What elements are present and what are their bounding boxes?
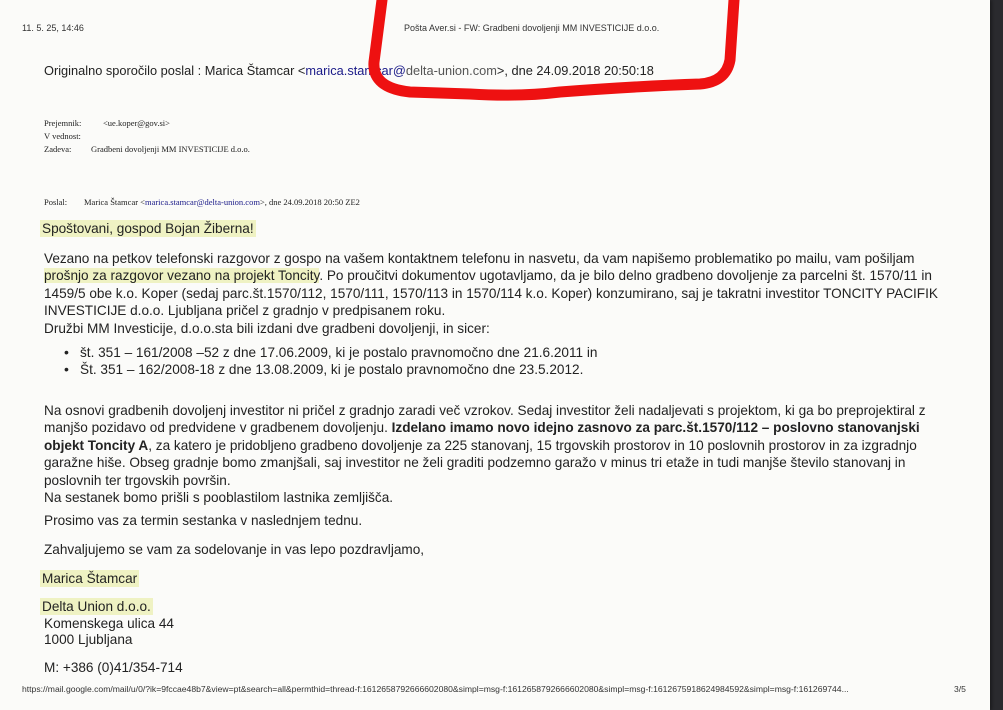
field-value-recipient: <ue.koper@gov.si> — [103, 118, 170, 128]
poslal-line: Marica Štamcar <marica.stamcar@delta-union.com>, dne 24.09.2018 20:50 ZE2 — [84, 197, 360, 207]
poslal-email-link[interactable]: marica.stamcar@delta-union.com — [144, 197, 260, 207]
paragraph-2: Na osnovi gradbenih dovoljenj investitor ni pričel z gradnjo zaradi več vzrokov. Sedaj investitor želi nadaljevati s projektom, ki ga bo preprojektiral z manjšo pozidavo od predvidene v gradbenem dovoljenju. Izdelano imamo novo idejno zasnovo za parc.št.1570/112 – poslovno stanovanjski objekt Toncity A, za katero je pridobljeno gradbeno dovoljenje za 225 stanovanj, 15 trgovskih prostorov in 10 poslovnih prostorov in za izgradnjo garažne hiše. Obseg gradnje bomo zmanjšali, saj investitor ne želi graditi podzemno garažo v minus tri etaže in tudi manjše število stanovanj in poslovnih ter trgovskih površin. Na sestanek bomo prišli s pooblastilom lastnika zemljišča. — [44, 403, 926, 506]
signature-phone: M: +386 (0)41/354-714 — [44, 660, 183, 675]
greeting: Spoštovani, gospod Bojan Žiberna! — [42, 221, 254, 236]
paragraph-3: Prosimo vas za termin sestanka v naslednjem tednu. — [44, 513, 363, 528]
footer-page-number: 3/5 — [954, 684, 966, 694]
original-email-obscured: delta-union.com — [405, 63, 497, 78]
original-email-link[interactable]: marica.stamcar@delta-union.com — [305, 63, 497, 78]
print-datetime: 11. 5. 25, 14:46 — [22, 23, 84, 33]
signature-street: Komenskega ulica 44 — [44, 616, 174, 631]
paragraph-4: Zahvaljujemo se vam za sodelovanje in vas lepo pozdravljamo, — [44, 542, 425, 557]
signature-company: Delta Union d.o.o. — [42, 599, 151, 614]
print-title: Pošta Aver.si - FW: Gradbeni dovoljenji MM INVESTICIJE d.o.o. — [404, 23, 660, 33]
field-label-cc: V vednost: — [44, 131, 81, 141]
bold-project: Izdelano imamo novo idejno zasnovo za parc.št.1570/112 – poslovno stanovanjski objekt Toncity A — [44, 420, 920, 453]
paragraph-1: Vezano na petkov telefonski razgovor z gospo na vašem kontaktnem telefonu in nasvetu, da vam napišemo problematiko po mailu, vam pošiljam prošnjo za razgovor vezano na projekt Toncity. Po proučitvi dokumentov ugotavljamo, da je bilo delno gradbeno dovoljenje za parcelni št. 1570/11 in 1459/5 obe k.o. Koper (sedaj parc.št.1570/112, 1570/111, 1570/113 in 1570/114 k.o. Koper) konzumirano, saj je takratni investitor TONCITY PACIFIK INVESTICIJE d.o.o. Ljubljana pričel z gradnjo v predpisanem roku. Družbi MM Investicije, d.o.o.sta bili izdani dve gradbeni dovoljenji, in sicer: — [44, 251, 938, 336]
highlighted-request: prošnjo za razgovor vezano na projekt Toncity — [44, 268, 320, 284]
original-suffix: >, dne 24.09.2018 20:50:18 — [496, 63, 654, 78]
list-item: • Št. 351 – 162/2008-18 z dne 13.08.2009, ki je postalo pravnomočno dne 23.5.2012. — [62, 361, 942, 378]
field-value-subject: Gradbeni dovoljenji MM INVESTICIJE d.o.o. — [91, 144, 250, 154]
field-label-recipient: Prejemnik: — [44, 118, 82, 128]
footer-url: https://mail.google.com/mail/u/0/?ik=9fccae48b7&view=pt&search=all&permthid=thread-f:1612658792666602080&simpl=msg-f:1612658792666602080&simpl=msg-f:1612675918624984592&simpl=msg-f:161269744... — [22, 684, 849, 694]
list-item: • št. 351 – 161/2008 –52 z dne 17.06.2009, ki je postalo pravnomočno dne 21.6.2011 in — [62, 344, 942, 361]
poslal-label: Poslal: — [44, 197, 68, 207]
original-prefix: Originalno sporočilo poslal : Marica Štamcar < — [44, 63, 306, 78]
signature-name: Marica Štamcar — [42, 571, 138, 586]
signature-city: 1000 Ljubljana — [44, 632, 133, 647]
field-label-subject: Zadeva: — [44, 144, 72, 154]
